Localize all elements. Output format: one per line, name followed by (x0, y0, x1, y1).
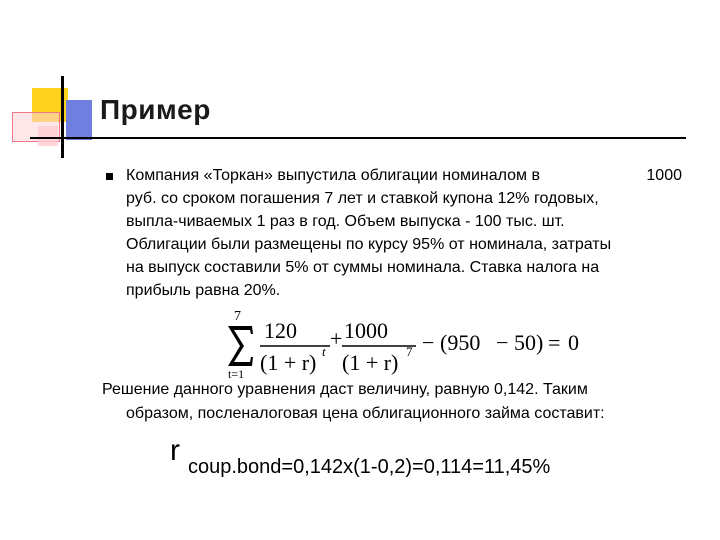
paragraph-line-4: Облигации были размещены по курсу 95% от номинала, затраты (126, 236, 612, 253)
fraction1-numerator: 120 (264, 318, 297, 343)
result-expression: coup.bond=0,142x(1-0,2)=0,114=11,45% (188, 456, 551, 478)
solution-paragraph (102, 378, 702, 426)
sum-upper-limit: 7 (234, 309, 241, 324)
sigma-symbol (228, 326, 253, 366)
fraction2-denominator: (1 + r) (342, 350, 399, 375)
slide-title: Пример (100, 94, 211, 125)
decor-vertical-line (61, 76, 64, 158)
paragraph-line-1 (126, 164, 682, 187)
equals-sign: = (548, 330, 561, 355)
sum-lower-limit: t=1 (228, 367, 245, 378)
result-symbol: r (170, 434, 180, 467)
minus-sign-2: − (496, 330, 509, 355)
paragraph-line-1-left: Компания «Торкан» выпустила облигации номиналом в (126, 167, 540, 184)
paragraph-line-1-right: 1000 (646, 167, 682, 184)
result-formula (170, 434, 550, 479)
fraction1-exponent: t (322, 344, 326, 359)
paragraph-line-5: на выпуск составили 5% от суммы номинала. Ставка налога на (126, 259, 600, 276)
paren-open-950: (950 (440, 330, 481, 355)
decor-pink-small-square (38, 126, 58, 146)
solution-line-2: образом, посленалоговая цена облигационного займа составит: (126, 405, 605, 422)
bond-equation (226, 302, 586, 378)
solution-line-1: Решение данного уравнения даст величину, равную 0,142. Таким (102, 381, 588, 398)
fraction2-exponent: 7 (406, 344, 413, 359)
fraction2-numerator: 1000 (344, 318, 388, 343)
paren-close-50: 50) (514, 330, 544, 355)
minus-sign-1: − (422, 330, 435, 355)
paragraph-line-3: выпла-чиваемых 1 раз в год. Объем выпуска - 100 тыс. шт. (126, 213, 565, 230)
fraction1-denominator: (1 + r) (260, 350, 317, 375)
bullet-paragraph (126, 164, 688, 302)
bullet-marker (106, 173, 113, 180)
plus-sign: + (330, 326, 343, 351)
title-underline (30, 137, 686, 139)
paragraph-line-6: прибыль равна 20%. (126, 282, 281, 299)
decor-blue-square (66, 100, 92, 140)
rhs-zero: 0 (568, 330, 579, 355)
paragraph-line-2: руб. со сроком погашения 7 лет и ставкой купона 12% годовых, (126, 190, 599, 207)
